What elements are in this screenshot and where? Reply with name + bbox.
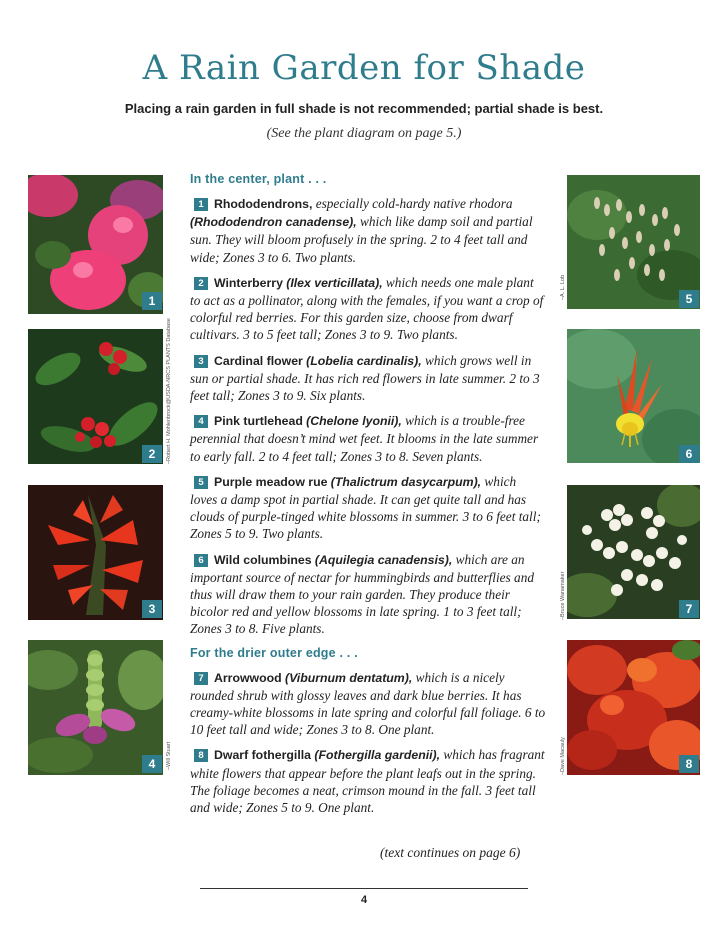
continued-note: (text continues on page 6) xyxy=(380,845,521,860)
entry-number: 2 xyxy=(194,277,208,290)
section-heading-outer: For the drier outer edge . . . xyxy=(190,645,358,660)
plant-list xyxy=(190,172,546,824)
plant-latin-name: (Ilex verticillata), xyxy=(286,275,383,290)
plant-latin-name: (Rhododendron canadense), xyxy=(190,215,357,230)
plant-description: which grows well in sun or partial shade. It has rich red flowers in late summer. 2 to 3 feet tall; Zones 3 to 9. Six plants. xyxy=(190,352,540,404)
entry-number: 7 xyxy=(194,672,208,685)
photo-arrowwood xyxy=(567,485,700,619)
photo-columbine xyxy=(567,329,700,463)
entry-number: 3 xyxy=(194,355,208,368)
plant-entry-6 xyxy=(190,551,546,638)
photo-badge-8: 8 xyxy=(679,755,699,773)
page-title: A Rain Garden for Shade xyxy=(142,48,586,88)
plant-latin-name: (Lobelia cardinalis), xyxy=(306,353,422,368)
plant-name: Cardinal flower xyxy=(214,353,303,368)
see-also-note: (See the plant diagram on page 5.) xyxy=(266,126,462,141)
plant-latin-name: (Aquilegia canadensis), xyxy=(314,552,453,567)
plant-entry-1: 1 Rhododendrons, especially cold-hardy native rhodora (Rhododendron canadense), which like damp soil and partial sun. They will bloom profusely in the spring. 2 to 4 feet tall and wide; Zones 3 to 6. Two plants. xyxy=(190,196,533,265)
plant-name: Arrowwood xyxy=(214,670,282,685)
plant-latin-name: (Viburnum dentatum), xyxy=(284,670,413,685)
photo-credit-2: –Robert H. Mohlenbrock@USDA-NRCS PLANTS Database xyxy=(166,318,172,464)
plant-name: Winterberry xyxy=(214,275,283,290)
plant-description: which has fragrant white flowers that appear before the plant leafs out in the spring. The foliage becomes a neat, crimson mound in the fall. 3 feet tall and wide; Zones 5 to 9. One plant. xyxy=(190,747,545,816)
plant-latin-name: (Fothergilla gardenii), xyxy=(314,748,441,763)
photo-winterberry xyxy=(28,329,163,464)
plant-description: which like damp soil and partial sun. They will bloom profusely in the spring. 2 to 4 feet tall and wide; Zones 3 to 6. Two plants. xyxy=(190,214,533,265)
plant-description: which is a nicely rounded shrub with glossy leaves and dark blue berries. It has creamy-white blossoms in late spring and colorful fall foliage. 6 to 10 feet tall and wide; Zones 3 to 8. One plant. xyxy=(190,669,546,738)
photo-badge-4: 4 xyxy=(142,755,162,773)
plant-latin-name: (Chelone lyonii), xyxy=(306,414,402,429)
entry-number: 4 xyxy=(194,415,208,428)
plant-description: which needs one male plant to act as a pollinator, along with the females, if you want a crop of colorful red berries. For this garden size, choose from dwarf cultivars. 3 to 5 feet tall; Zones 3 to 9. Two plants. xyxy=(190,274,544,343)
plant-entry-5 xyxy=(190,473,546,543)
photo-credit-4: –Will Stuart xyxy=(166,741,172,770)
plant-entry-8 xyxy=(190,746,546,816)
page-number: 4 xyxy=(360,894,368,906)
entry-number: 1 xyxy=(194,198,208,211)
section-heading-center: In the center, plant . . . xyxy=(190,172,327,186)
plant-entry-3 xyxy=(190,352,546,405)
page-subtitle: Placing a rain garden in full shade is not recommended; partial shade is best. xyxy=(124,101,604,116)
photo-meadow-rue xyxy=(567,175,700,309)
photo-credit-7: –Bruce Wanamaker xyxy=(560,571,566,620)
plant-entry-2 xyxy=(190,274,546,344)
photo-badge-5: 5 xyxy=(679,290,699,308)
entry-number: 5 xyxy=(194,476,208,489)
plant-description: which is a trouble-free perennial that doesn’t mind wet feet. It blooms in the late summer to early fall. 2 to 4 feet tall; Zones 3 to 8. Seven plants. xyxy=(190,413,539,464)
photo-credit-8: –Dave Macauly xyxy=(560,737,566,775)
plant-name: Rhododendrons, xyxy=(214,197,313,211)
plant-entry-7 xyxy=(190,669,546,739)
photo-badge-3: 3 xyxy=(142,600,162,618)
photo-credit-5: –A. L. Lob xyxy=(560,274,566,300)
plant-name: Dwarf fothergilla xyxy=(214,748,312,763)
entry-number: 8 xyxy=(194,749,208,762)
entry-number: 6 xyxy=(194,554,208,567)
plant-latin-name: (Thalictrum dasycarpum), xyxy=(330,474,482,489)
plant-entry-4 xyxy=(190,412,546,465)
photo-badge-7: 7 xyxy=(679,600,699,618)
plant-description: which loves a damp spot in partial shade. It can get quite tall and has clouds of purple-tinged white blossoms in summer. 3 to 6 feet tall; Zones 5 to 9. Two plants. xyxy=(190,473,541,542)
photo-badge-2: 2 xyxy=(142,445,162,463)
plant-name: Purple meadow rue xyxy=(214,474,328,489)
footer-divider xyxy=(200,888,528,889)
plant-description: which are an important source of nectar for hummingbirds and butterflies and thus will draw them to your rain garden. They produce their bicolor red and yellow blossoms in late spring. 1 to 3 feet tall; Zones 3 to 8. Five plants. xyxy=(190,551,534,637)
photo-badge-1: 1 xyxy=(142,292,162,310)
photo-badge-6: 6 xyxy=(679,445,699,463)
plant-name: Pink turtlehead xyxy=(214,414,303,429)
plant-name: Wild columbines xyxy=(214,552,312,567)
